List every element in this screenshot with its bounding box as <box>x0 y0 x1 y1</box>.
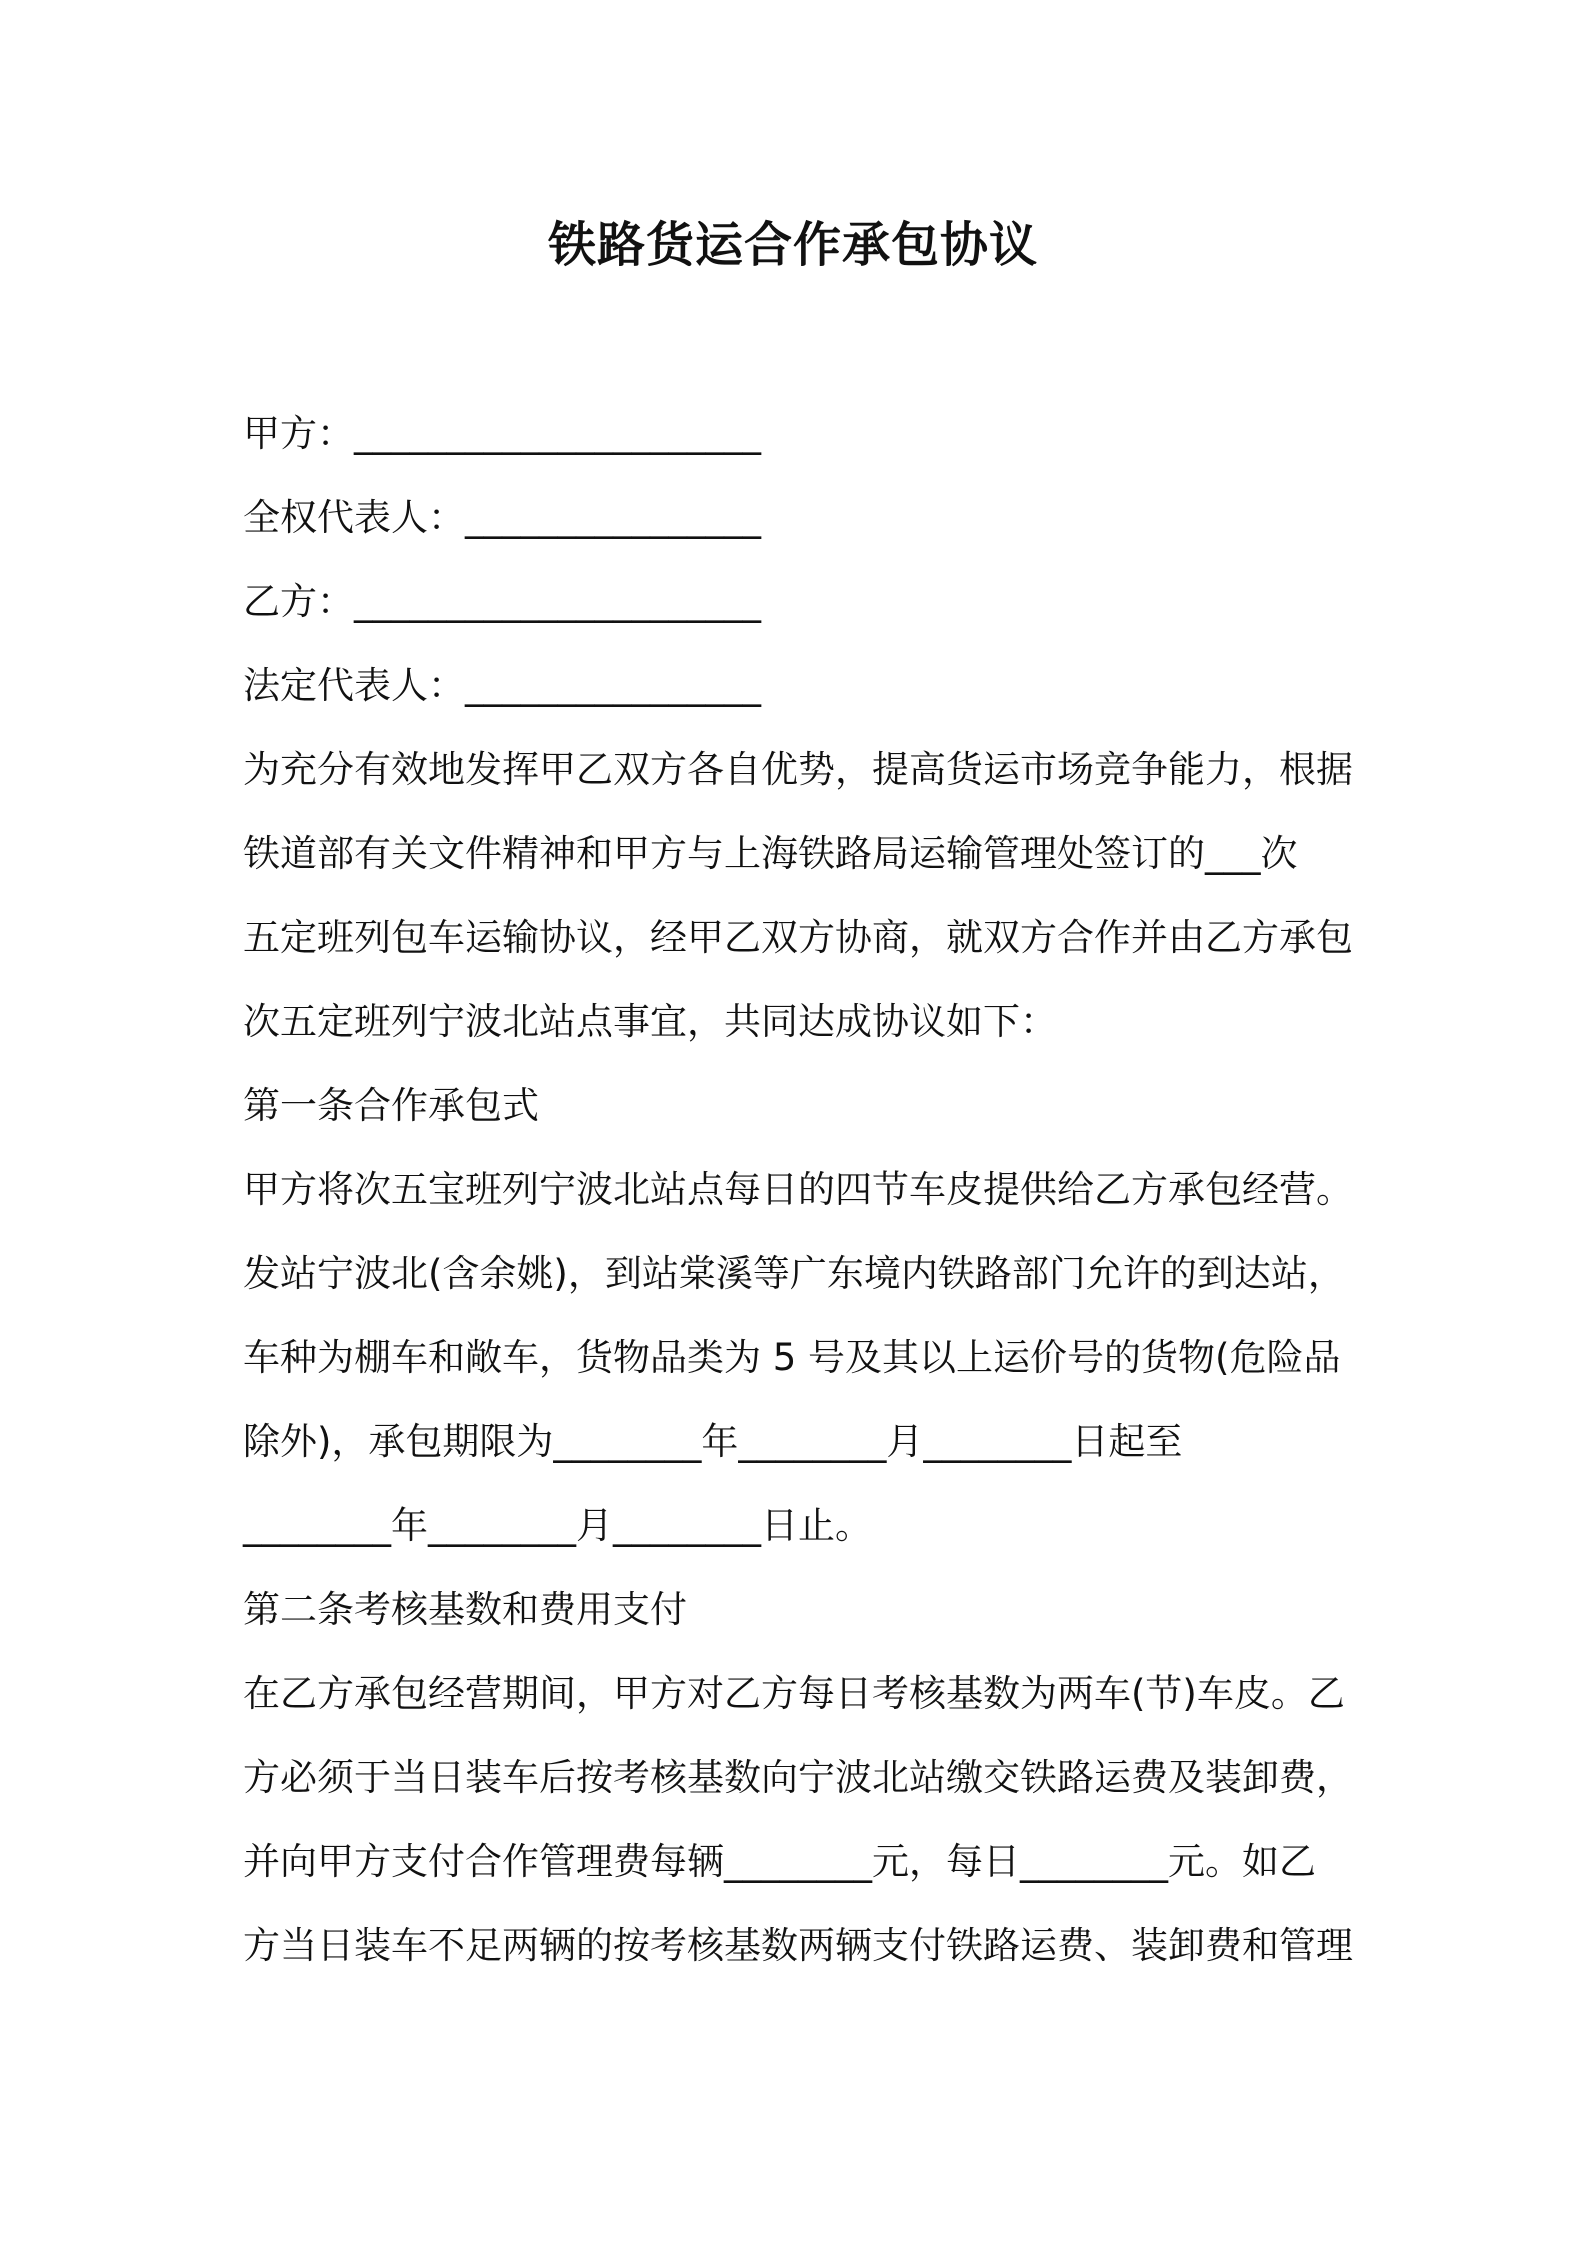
article-2-line: 方必须于当日装车后按考核基数向宁波北站缴交铁路运费及装卸费， <box>243 1756 1353 1799</box>
party-b-field: 乙方：______________________ <box>243 580 761 623</box>
article-1-line: 发站宁波北(含余姚)，到站棠溪等广东境内铁路部门允许的到达站， <box>243 1252 1345 1295</box>
party-b-legal-representative-field: 法定代表人：________________ <box>243 664 761 707</box>
article-2-line: 并向甲方支付合作管理费每辆________元，每日________元。如乙 <box>243 1840 1316 1883</box>
article-2-line: 方当日装车不足两辆的按考核基数两辆支付铁路运费、装卸费和管理 <box>243 1924 1353 1967</box>
party-a-field: 甲方：______________________ <box>243 412 761 455</box>
article-2-heading: 第二条考核基数和费用支付 <box>243 1588 687 1631</box>
preamble-line: 铁道部有关文件精神和甲方与上海铁路局运输管理处签订的___次 <box>243 832 1298 875</box>
article-2-line: 在乙方承包经营期间，甲方对乙方每日考核基数为两车(节)车皮。乙 <box>243 1672 1345 1715</box>
preamble-line: 次五定班列宁波北站点事宜，共同达成协议如下： <box>243 1000 1057 1043</box>
article-1-line: ________年________月________日止。 <box>243 1504 872 1547</box>
preamble-line: 为充分有效地发挥甲乙双方各自优势，提高货运市场竞争能力，根据 <box>243 748 1353 791</box>
party-a-representative-field: 全权代表人：________________ <box>243 496 761 539</box>
article-1-line: 甲方将次五宝班列宁波北站点每日的四节车皮提供给乙方承包经营。 <box>243 1168 1353 1211</box>
preamble-line: 五定班列包车运输协议，经甲乙双方协商，就双方合作并由乙方承包 <box>243 916 1353 959</box>
article-1-line: 除外)，承包期限为________年________月________日起至 <box>243 1420 1183 1463</box>
article-1-line: 车种为棚车和敞车，货物品类为 5 号及其以上运价号的货物(危险品 <box>243 1336 1341 1379</box>
article-1-heading: 第一条合作承包式 <box>243 1084 539 1127</box>
document-title: 铁路货运合作承包协议 <box>547 217 1038 273</box>
